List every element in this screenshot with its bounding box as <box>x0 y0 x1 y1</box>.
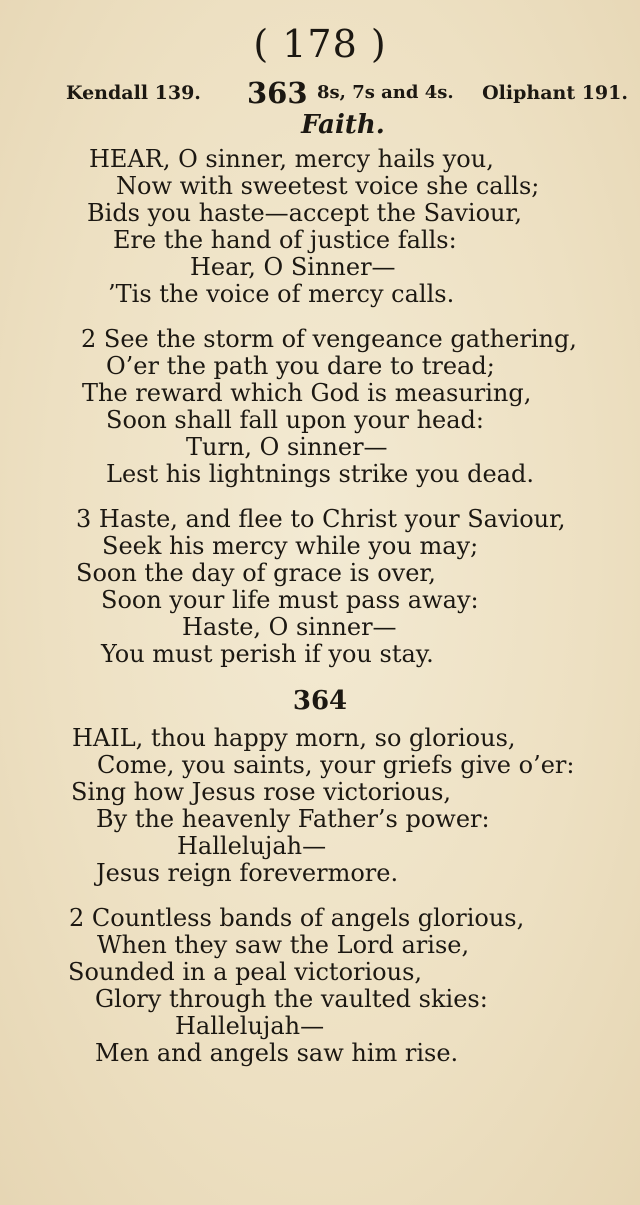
verse-line: Now with sweetest voice she calls; <box>116 172 540 200</box>
verse-line: Hear, O Sinner— <box>190 253 396 281</box>
verse-line: Sing how Jesus rose victorious, <box>71 778 452 806</box>
verse-line: Sounded in a peal victorious, <box>68 958 423 986</box>
verse-line: HEAR, O sinner, mercy hails you, <box>89 145 494 173</box>
verse-line: When they saw the Lord arise, <box>97 931 470 959</box>
verse-line: Soon shall fall upon your head: <box>106 406 484 434</box>
page-number: ( 178 ) <box>253 22 387 66</box>
hymn-number: 363 <box>247 76 308 110</box>
verse-line: Turn, O sinner— <box>186 433 388 461</box>
verse-line: 2 Countless bands of angels glorious, <box>69 904 525 932</box>
verse-line: Bids you haste—accept the Saviour, <box>87 199 522 227</box>
verse-line: Hallelujah— <box>175 1012 325 1040</box>
verse-line: Ere the hand of justice falls: <box>113 226 457 254</box>
verse-line: ’Tis the voice of mercy calls. <box>108 280 455 308</box>
verse-line: Jesus reign forevermore. <box>96 859 399 887</box>
verse-line: Men and angels saw him rise. <box>95 1039 459 1067</box>
verse-line: Come, you saints, your griefs give o’er: <box>97 751 575 779</box>
tune-name-left: Kendall 139. <box>66 82 201 104</box>
verse-line: By the heavenly Father’s power: <box>96 805 490 833</box>
verse-line: The reward which God is measuring, <box>82 379 532 407</box>
hymn-subject: Faith. <box>301 110 385 140</box>
hymn-meter: 8s, 7s and 4s. <box>317 82 454 103</box>
tune-name-right: Oliphant 191. <box>482 82 628 104</box>
verse-line: Seek his mercy while you may; <box>102 532 479 560</box>
verse-line: Soon your life must pass away: <box>101 586 479 614</box>
verse-line: O’er the path you dare to tread; <box>106 352 495 380</box>
verse-line: Hallelujah— <box>177 832 327 860</box>
hymn-number: 364 <box>292 686 348 716</box>
verse-line: Soon the day of grace is over, <box>76 559 436 587</box>
verse-line: 2 See the storm of vengeance gathering, <box>81 325 577 353</box>
verse-line: Lest his lightnings strike you dead. <box>106 460 534 488</box>
verse-line: Glory through the vaulted skies: <box>95 985 488 1013</box>
verse-line: 3 Haste, and flee to Christ your Saviour, <box>76 505 566 533</box>
verse-line: Haste, O sinner— <box>182 613 397 641</box>
verse-line: You must perish if you stay. <box>101 640 434 668</box>
hymn-363-header <box>66 78 628 112</box>
verse-line: HAIL, thou happy morn, so glorious, <box>72 724 516 752</box>
